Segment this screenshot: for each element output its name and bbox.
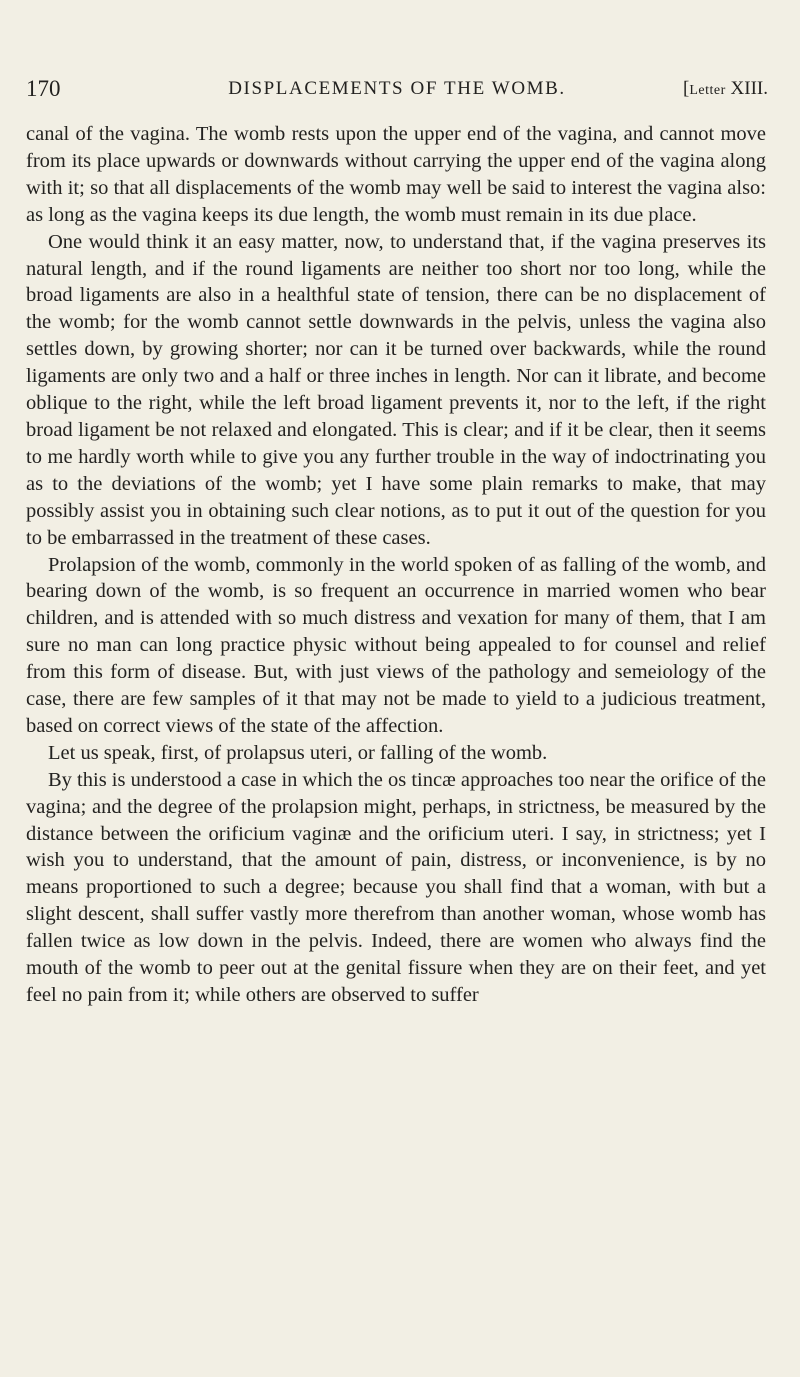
paragraph: Let us speak, first, of prolapsus uteri, or falling of the womb. <box>48 741 548 764</box>
page-number: 170 <box>26 76 61 101</box>
body-text <box>26 121 766 1009</box>
letter-bracket: [ <box>683 78 690 99</box>
running-title: DISPLACEMENTS OF THE WOMB. <box>228 78 566 99</box>
letter-word: Letter <box>689 83 726 98</box>
running-head <box>26 74 768 104</box>
letter-reference <box>683 74 768 106</box>
paragraph: By this is understood a case in which the os tincæ approaches too near the orifice of the vagina; and the degree of the prolapsion might, perhaps, in strictness, be measured by the distance between the orificium vaginæ and the orificium uteri. I say, in strictness; yet I wish you to understand, that the amount of pain, distress, or inconvenience, is by no means proportioned to such a degree; because you shall find that a woman, with but a slight descent, shall suffer vastly more therefrom than another woman, whose womb has fallen twice as low down in the pelvis. Indeed, there are women who always find the mouth of the womb to peer out at the genital fissure when they are on their feet, and yet feel no pain from it; while others are observed to suffer <box>26 768 766 1006</box>
paragraph: One would think it an easy matter, now, to understand that, if the vagina preserves its natural length, and if the round ligaments are neither too short nor too long, while the broad ligaments are also in a healthful state of tension, there can be no displacement of the womb; for the womb cannot settle downwards in the pelvis, unless the vagina also settles down, by growing shorter; nor can it be turned over backwards, while the round ligaments are only two and a half or three inches in length. Nor can it librate, and become oblique to the right, while the left broad ligament prevents it, nor to the left, if the right broad ligament be not relaxed and elongated. This is clear; and if it be clear, then it seems to me hardly worth while to give you any further trouble in the way of indoctrinating you as to the deviations of the womb; yet I have some plain remarks to make, that may possibly assist you in obtaining such clear notions, as to put it out of the question for you to be embarrassed in the treatment of these cases. <box>26 230 766 549</box>
letter-number: XIII. <box>730 78 768 99</box>
paragraph: Prolapsion of the womb, commonly in the world spoken of as falling of the womb, and bearing down of the womb, is so frequent an occurrence in married women who bear children, and is attended with so much distress and vexation for many of them, that I am sure no man can long practice physic without being appealed to for counsel and relief from this form of disease. But, with just views of the pathology and semeiology of the case, there are few samples of it that may not be made to yield to a judicious treatment, based on correct views of the state of the affection. <box>26 553 766 737</box>
paragraph-continuation: canal of the vagina. The womb rests upon the upper end of the vagina, and cannot move from its place upwards or downwards without carrying the upper end of the vagina along with it; so that all displacements of the womb may well be said to interest the vagina also: as long as the vagina keeps its due length, the womb must remain in its due place. <box>26 123 766 226</box>
